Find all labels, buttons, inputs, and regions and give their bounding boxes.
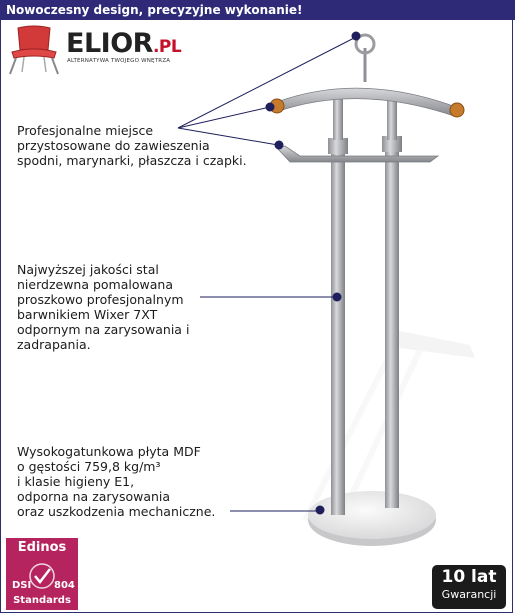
top-banner: Nowoczesny design, precyzyjne wykonanie! [0,0,515,20]
right-wood-knob [450,103,464,117]
logo-tagline: ALTERNATYWA TWOJEGO WNĘTRZA [67,58,171,64]
trouser-bar [277,146,438,162]
warranty-years: 10 lat [441,567,497,587]
left-pole-collar [328,138,348,154]
warranty-label: Gwarancji [441,588,497,601]
logo-wordmark: ELIOR.PL [66,28,182,59]
warranty-badge [432,565,506,609]
callout-steel: Najwyższej jakości stal nierdzewna pomalowana proszkowo profesjonalnym barwnikiem Wixer 7XT odpornym na zarysowania i zadrapania. [17,262,190,352]
callout-hanger: Profesjonalne miejsce przystosowane do zawieszenia spodni, marynarki, płaszcza i czapki. [17,123,247,168]
badge-number: 804 [54,580,75,591]
left-upper-rod [333,95,343,140]
badge-standards: Standards [13,595,71,606]
left-pole [331,150,345,515]
badge-dsi: DSI [12,580,32,591]
mdf-base [308,491,436,539]
jacket-hanger [277,88,456,116]
edinos-badge [6,538,78,610]
right-pole [385,148,399,508]
callout-base: Wysokogatunkowa płyta MDF o gęstości 759,8 kg/m³ i klasie higieny E1, odporna na zarysowania oraz uszkodzenia mechaniczne. [17,444,216,519]
badge-name: Edinos [17,540,67,555]
